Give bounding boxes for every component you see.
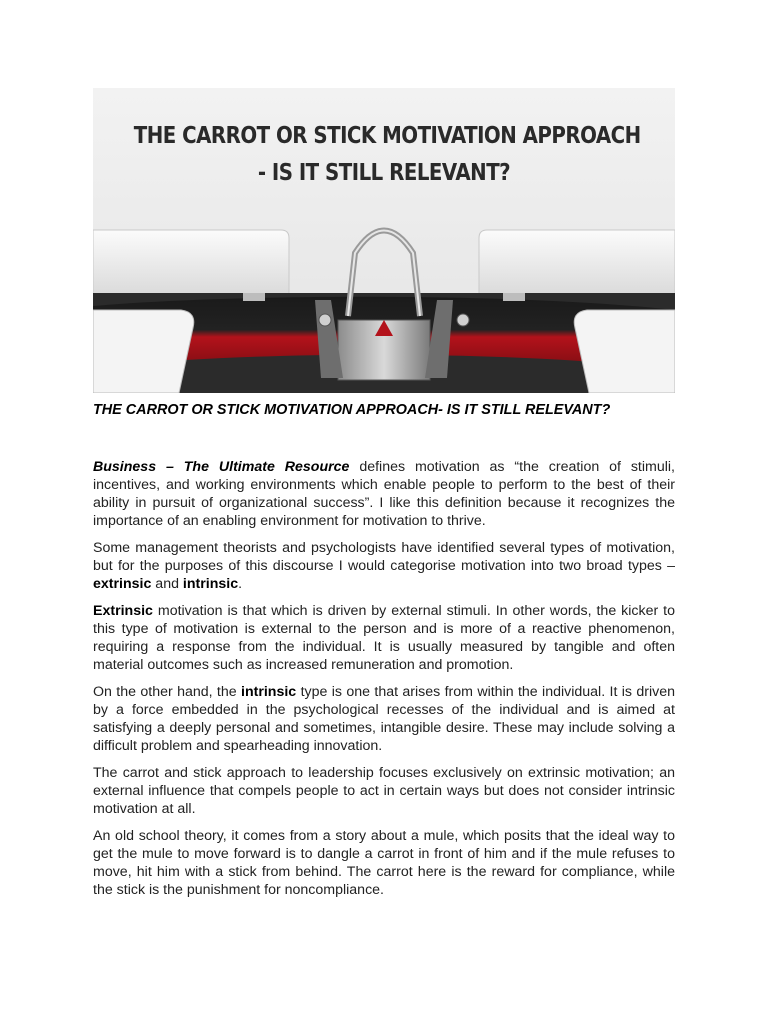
term-extrinsic: extrinsic: [93, 576, 152, 592]
hero-caption-line2: - IS IT STILL RELEVANT?: [257, 160, 511, 186]
paragraph-4-text-2: type is one that arises from within the individual. It is driven by a force embedded in the psychological recesses of the individual and is aimed at satisfying a deeply personal and sometimes, intangible desire. These may include solving a difficult problem and spearheading innovation.: [93, 684, 676, 754]
paragraph-4-text-1: On the other hand, the: [93, 684, 242, 700]
paragraph-4: [93, 683, 675, 755]
paragraph-3-text: motivation is that which is driven by external stimuli. In other words, the kicker to this type of motivation is external to the person and is more of a reactive phenomenon, requiring a response from the individual. It is usually measured by tangible and often material outcomes such as increased remuneration and promotion.: [93, 603, 675, 673]
paragraph-1: [93, 458, 675, 530]
paragraph-5: The carrot and stick approach to leadership focuses exclusively on extrinsic motivation; an external influence that compels people to act in certain ways but does not consider intrinsic motivation at all.: [93, 765, 675, 817]
term-intrinsic-inline: intrinsic: [241, 684, 297, 700]
paragraph-1-text: defines motivation as “the creation of stimuli, incentives, and working environments which enable people to perform to the best of their ability in pursuit of organizational success”. I like this definition because it recognizes the importance of an enabling environment for motivation to thrive.: [93, 459, 675, 529]
source-title: Business – The Ultimate Resource: [93, 459, 350, 475]
paragraph-6: An old school theory, it comes from a story about a mule, which posits that the ideal way to get the mule to move forward is to dangle a carrot in front of him and if the mule refuses to move, hit him with a stick from behind. The carrot here is the reward for compliance, while the stick is the punishment for noncompliance.: [93, 828, 675, 898]
paragraph-2-text-3: .: [238, 576, 243, 592]
paragraph-2-text-1: Some management theorists and psychologists have identified several types of motivation, but for the purposes of this discourse I would categorise motivation into two broad types –: [93, 540, 675, 574]
paragraph-2-text-2: and: [151, 576, 183, 592]
document-title: THE CARROT OR STICK MOTIVATION APPROACH- IS IT STILL RELEVANT?: [93, 402, 611, 418]
hero-image: [93, 88, 675, 393]
article-body: [93, 458, 675, 908]
hero-caption: [133, 118, 641, 192]
paragraph-2: [93, 539, 675, 593]
term-extrinsic-lead: Extrinsic: [93, 603, 153, 619]
term-intrinsic: intrinsic: [182, 576, 239, 592]
paragraph-3: [93, 602, 675, 674]
hero-caption-line1: THE CARROT OR STICK MOTIVATION APPROACH: [133, 123, 641, 149]
